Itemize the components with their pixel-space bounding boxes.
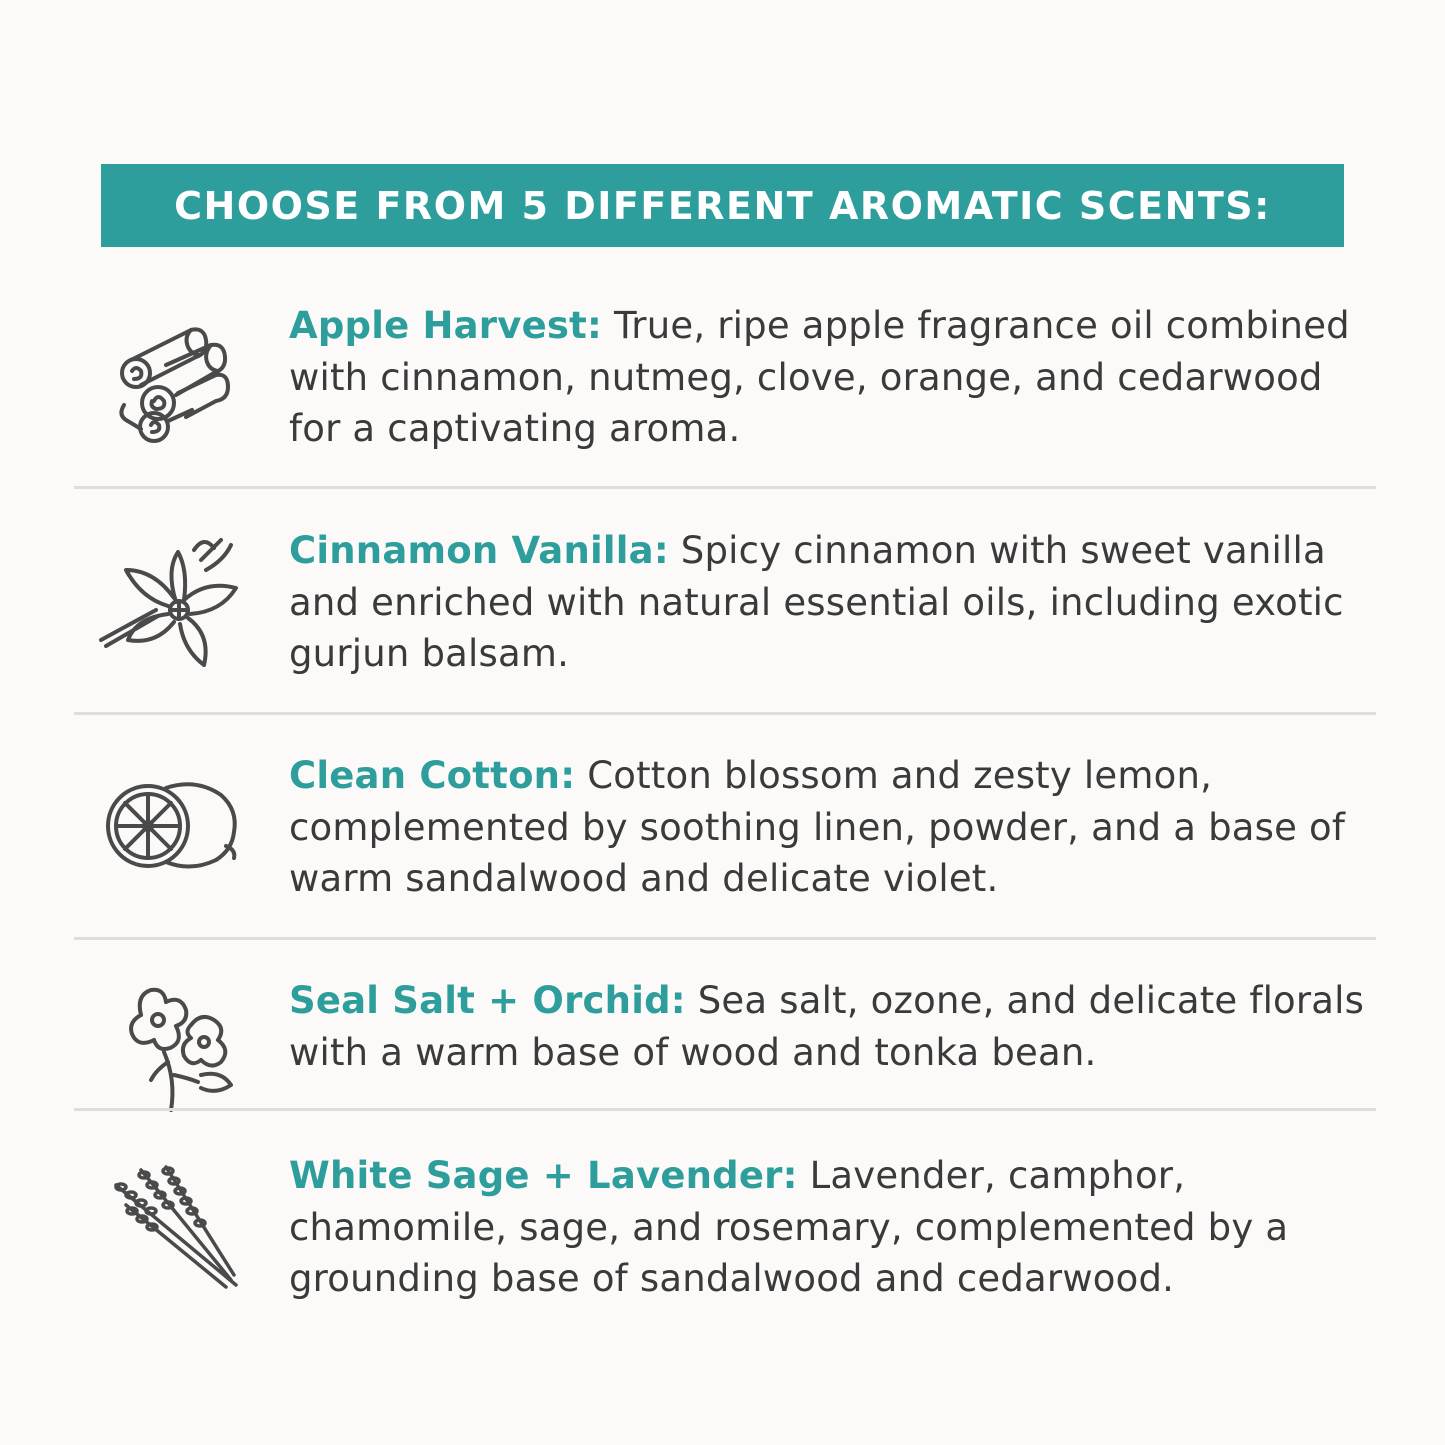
lavender-sprigs-icon: [96, 1155, 246, 1305]
orchid-flower-icon: [96, 970, 246, 1120]
scent-name: Apple Harvest:: [289, 304, 602, 347]
scent-details: True, ripe apple fragrance oil combined with cinnamon, nutmeg, clove, orange, and cedarwood for a captivating aroma.: [289, 304, 1350, 450]
scent-description: [289, 750, 1369, 905]
scent-item-apple-harvest: [74, 300, 1376, 470]
scent-item-clean-cotton: [74, 750, 1376, 920]
divider: [74, 712, 1376, 715]
scent-description: [289, 975, 1369, 1078]
scent-description: [289, 300, 1369, 455]
scent-item-white-sage-lavender: [74, 1150, 1376, 1320]
scent-description: [289, 525, 1369, 680]
scent-name: White Sage + Lavender:: [289, 1154, 798, 1197]
scent-description: [289, 1150, 1369, 1305]
scent-name: Seal Salt + Orchid:: [289, 979, 686, 1022]
scent-item-seal-salt-orchid: [74, 975, 1376, 1095]
scent-details: Spicy cinnamon with sweet vanilla and enriched with natural essential oils, including exotic gurjun balsam.: [289, 529, 1344, 675]
divider: [74, 1108, 1376, 1111]
scent-name: Clean Cotton:: [289, 754, 576, 797]
divider: [74, 937, 1376, 940]
scent-details: Sea salt, ozone, and delicate florals with a warm base of wood and tonka bean.: [289, 979, 1365, 1074]
header-banner: [101, 164, 1344, 247]
page-title: CHOOSE FROM 5 DIFFERENT AROMATIC SCENTS:: [174, 183, 1271, 228]
scent-details: Cotton blossom and zesty lemon, complemented by soothing linen, powder, and a base of warm sandalwood and delicate violet.: [289, 754, 1346, 900]
scent-item-cinnamon-vanilla: [74, 525, 1376, 695]
scent-details: Lavender, camphor, chamomile, sage, and rosemary, complemented by a grounding base of sandalwood and cedarwood.: [289, 1154, 1289, 1300]
cinnamon-sticks-icon: [96, 305, 246, 455]
divider: [74, 486, 1376, 489]
scent-name: Cinnamon Vanilla:: [289, 529, 669, 572]
lemon-icon: [96, 750, 246, 900]
vanilla-flower-icon: [96, 530, 246, 680]
